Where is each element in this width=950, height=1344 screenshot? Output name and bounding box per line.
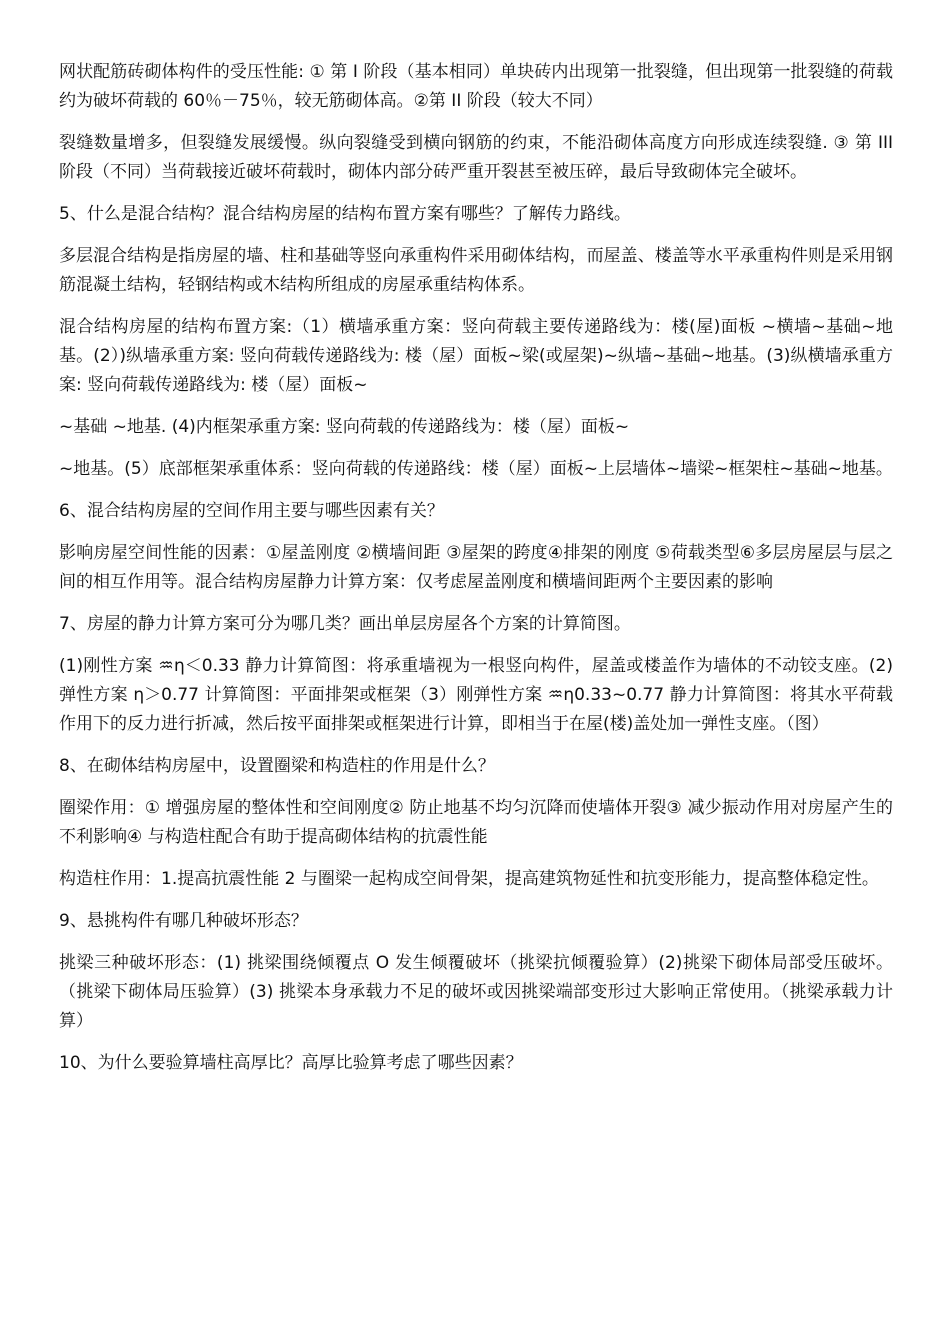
question-8-heading: 8、在砌体结构房屋中，设置圈梁和构造柱的作用是什么？ <box>59 756 495 776</box>
question-9-heading: 9、悬挑构件有哪几种破坏形态？ <box>59 911 308 931</box>
question-10-heading: 10、为什么要验算墙柱高厚比？高厚比验算考虑了哪些因素？ <box>59 1053 523 1073</box>
paragraph-ring-beam-function: 圈梁作用：① 增强房屋的整体性和空间刚度② 防止地基不均匀沉降而使墙体开裂③ 减少振动作用对房屋产生的不利影响④ 与构造柱配合有助于提高砌体结构的抗震性能 <box>59 798 893 847</box>
paragraph-bottom-frame-scheme: ~地基。(5）底部框架承重体系：竖向荷载的传递路线：楼（屋）面板~上层墙体~墙梁~框架柱~基础~地基。 <box>59 459 893 479</box>
paragraph-static-schemes: (1)刚性方案 ♒η＜0.33 静力计算简图：将承重墙视为一根竖向构件，屋盖或楼盖作为墙体的不动铰支座。(2)弹性方案 η＞0.77 计算简图：平面排架或框架（3）刚弹性方案 ♒η0.33~0.77 静力计算简图：将其水平荷载作用下的反力进行折减，然后按平面排架或框架进行计算，即相当于在屋(楼)盖处加一弹性支座。（图） <box>59 656 893 734</box>
question-5-heading: 5、什么是混合结构？混合结构房屋的结构布置方案有哪些？了解传力路线。 <box>59 204 631 224</box>
paragraph-spatial-factors: 影响房屋空间性能的因素：①屋盖刚度 ②横墙间距 ③屋架的跨度④排架的刚度 ⑤荷载类型⑥多层房屋层与层之间的相互作用等。混合结构房屋静力计算方案：仅考虑屋盖刚度和横墙间距两个主要因素的影响 <box>59 543 893 592</box>
question-6-heading: 6、混合结构房屋的空间作用主要与哪些因素有关？ <box>59 501 444 521</box>
paragraph-inner-frame-scheme: ~基础 ~地基. (4)内框架承重方案: 竖向荷载的传递路线为：楼（屋）面板~ <box>59 417 630 437</box>
paragraph-mixed-structure-definition: 多层混合结构是指房屋的墙、柱和基础等竖向承重构件采用砌体结构，而屋盖、楼盖等水平承重构件则是采用钢筋混凝土结构，轻钢结构或木结构所组成的房屋承重结构体系。 <box>59 246 893 295</box>
paragraph-constructional-column-function: 构造柱作用：1.提高抗震性能 2 与圈梁一起构成空间骨架，提高建筑物延性和抗变形能力，提高整体稳定性。 <box>59 869 879 889</box>
document-body <box>59 58 893 1091</box>
paragraph-layout-schemes: 混合结构房屋的结构布置方案:（1）横墙承重方案：竖向荷载主要传递路线为：楼(屋)面板 ~横墙~基础~地基。(2）)纵墙承重方案: 竖向荷载传递路线为: 楼（屋）面板~梁(或屋架)~纵墙~基础~地基。(3)纵横墙承重方案: 竖向荷载传递路线为: 楼（屋）面板~ <box>59 317 893 395</box>
paragraph-cantilever-failure-modes: 挑梁三种破坏形态：(1) 挑梁围绕倾覆点 O 发生倾覆破坏（挑梁抗倾覆验算）(2)挑梁下砌体局部受压破坏。（挑梁下砌体局压验算）(3) 挑梁本身承载力不足的破坏或因挑梁端部变形过大影响正常使用。（挑梁承载力计算） <box>59 953 893 1031</box>
question-7-heading: 7、房屋的静力计算方案可分为哪几类？画出单层房屋各个方案的计算简图。 <box>59 614 631 634</box>
paragraph-crack-development: 裂缝数量增多，但裂缝发展缓慢。纵向裂缝受到横向钢筋的约束，不能沿砌体高度方向形成连续裂缝. ③ 第 III 阶段（不同）当荷载接近破坏荷载时，砌体内部分砖严重开裂甚至被压碎，最后导致砌体完全破坏。 <box>59 133 893 182</box>
paragraph-mesh-reinforced-masonry-stages: 网状配筋砖砌体构件的受压性能: ① 第 I 阶段（基本相同）单块砖内出现第一批裂缝，但出现第一批裂缝的荷载约为破坏荷载的 60％－75％，较无筋砌体高。②第 II 阶段（较大不同） <box>59 62 893 111</box>
